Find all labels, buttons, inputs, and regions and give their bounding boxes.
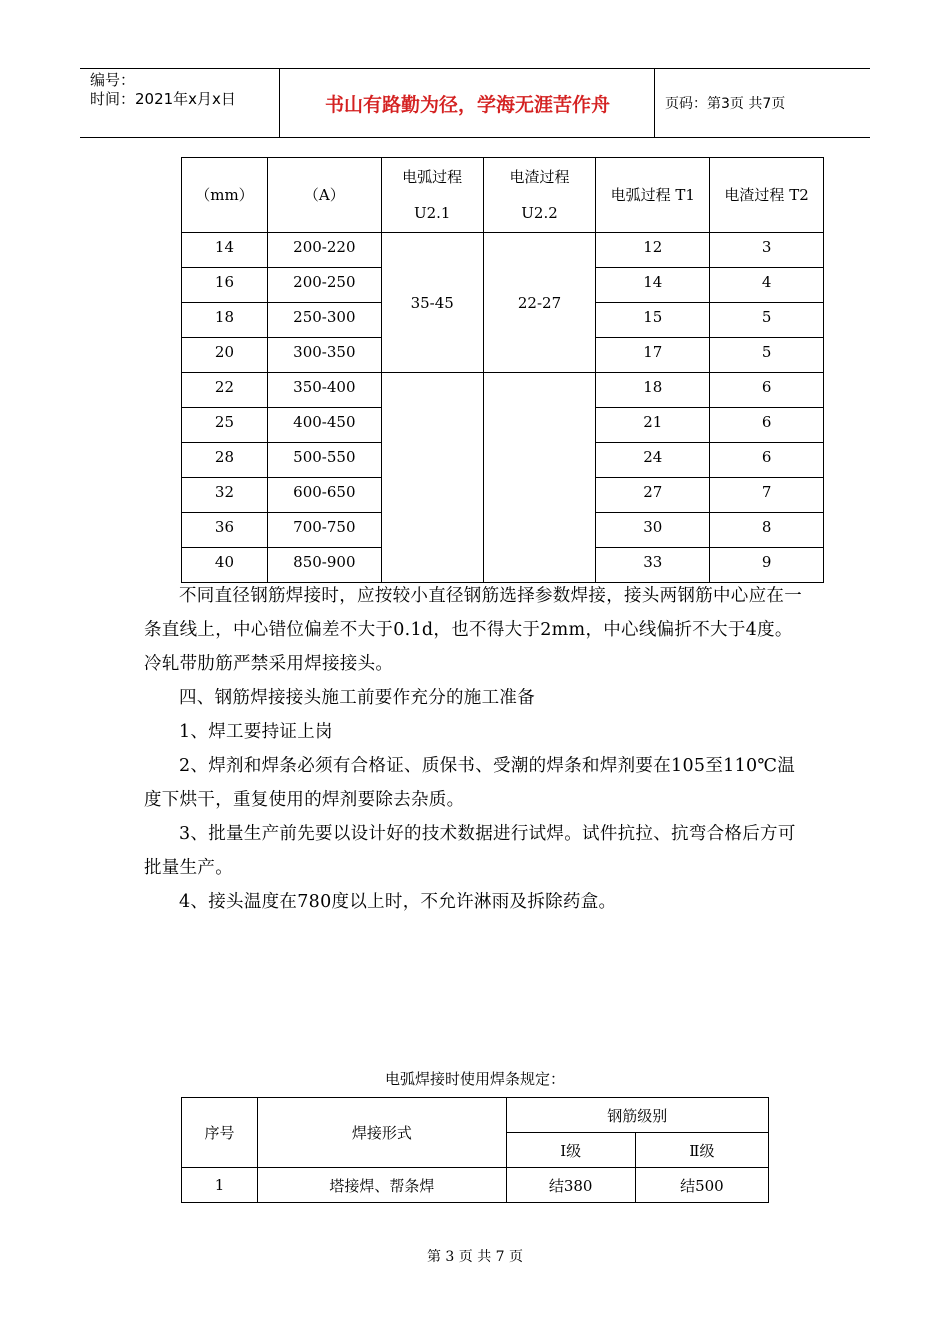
cell-t2: 5 [710,338,824,373]
cell-t2: 8 [710,513,824,548]
col-header-index: 序号 [182,1098,258,1168]
time-label: 时间：2021年x月x日 [90,90,236,108]
cell-t2: 6 [710,408,824,443]
cell-grade-1: 结380 [506,1168,635,1203]
cell-form: 塔接焊、帮条焊 [258,1168,506,1203]
cell-diameter: 28 [182,443,268,478]
header-meta [80,69,280,137]
cell-diameter: 25 [182,408,268,443]
cell-t2: 6 [710,443,824,478]
cell-diameter: 40 [182,548,268,583]
cell-t2: 9 [710,548,824,583]
arc-voltage-label: 电弧过程 [402,168,463,186]
cell-t1: 27 [596,478,710,513]
cell-t1: 33 [596,548,710,583]
cell-grade-2: 结500 [635,1168,768,1203]
cell-diameter: 18 [182,303,268,338]
cell-current: 850-900 [267,548,381,583]
paragraph-item-2: 2、焊剂和焊条必须有合格证、质保书、受潮的焊条和焊剂要在105至110℃温度下烘干，重复使用的焊剂要除去杂质。 [144,756,796,810]
paragraph-item-1: 1、焊工要持证上岗 [179,722,333,742]
table2-caption: 电弧焊接时使用焊条规定： [384,1070,565,1088]
section-heading-four: 四、钢筋焊接接头施工前要作充分的施工准备 [179,688,535,708]
page-footer: 第 3 页 共 7 页 [426,1249,524,1265]
col-header-arc-voltage [381,158,483,233]
cell-current: 700-750 [267,513,381,548]
col-header-form: 焊接形式 [258,1098,506,1168]
paragraph-diameter-rule: 不同直径钢筋焊接时，应按较小直径钢筋选择参数焊接，接头两钢筋中心应在一条直线上，中心错位偏差不大于0.1d，也不得大于2mm，中心线偏折不大于4度。冷轧带肋筋严禁采用焊接接头。 [144,586,802,674]
col-header-grade: 钢筋级别 [506,1098,768,1133]
cell-t1: 30 [596,513,710,548]
col-header-grade-1: Ⅰ级 [506,1133,635,1168]
cell-current: 200-220 [267,233,381,268]
cell-current: 400-450 [267,408,381,443]
cell-t2: 4 [710,268,824,303]
cell-diameter: 36 [182,513,268,548]
cell-diameter: 32 [182,478,268,513]
paragraph-item-3: 3、批量生产前先要以设计好的技术数据进行试焊。试件抗拉、抗弯合格后方可批量生产。 [144,824,796,878]
cell-current: 600-650 [267,478,381,513]
cell-t2: 3 [710,233,824,268]
cell-t1: 17 [596,338,710,373]
cell-t2: 5 [710,303,824,338]
col-header-arc-time: 电弧过程 T1 [596,158,710,233]
code-label: 编号： [90,71,136,89]
cell-t1: 15 [596,303,710,338]
cell-diameter: 20 [182,338,268,373]
page-header [80,68,870,138]
cell-current: 250-300 [267,303,381,338]
col-header-diameter: （mm） [182,158,268,233]
cell-empty-u22 [483,373,596,583]
header-motto: 书山有路勤为径，学海无涯苦作舟 [281,69,655,137]
cell-diameter: 16 [182,268,268,303]
col-header-slag-time: 电渣过程 T2 [710,158,824,233]
cell-current: 500-550 [267,443,381,478]
cell-current: 300-350 [267,338,381,373]
cell-t2: 7 [710,478,824,513]
cell-t1: 12 [596,233,710,268]
body-text [144,579,806,919]
cell-empty-u21 [381,373,483,583]
cell-t1: 24 [596,443,710,478]
col-header-grade-2: Ⅱ级 [635,1133,768,1168]
col-header-slag-voltage [483,158,596,233]
welding-parameter-table [181,157,824,583]
paragraph-item-4: 4、接头温度在780度以上时，不允许淋雨及拆除药盒。 [179,892,617,912]
cell-t1: 18 [596,373,710,408]
cell-index: 1 [182,1168,258,1203]
cell-diameter: 22 [182,373,268,408]
cell-merged-u22: 22-27 [483,233,596,373]
electrode-table [181,1097,769,1203]
slag-voltage-symbol: U2.2 [521,204,558,222]
cell-diameter: 14 [182,233,268,268]
table-row [182,373,824,408]
table-row [182,1168,769,1203]
table-header-row [182,1098,769,1133]
arc-voltage-symbol: U2.1 [413,204,451,222]
header-page-info: 页码：第3页 共7页 [665,96,786,112]
table-row [182,233,824,268]
cell-t2: 6 [710,373,824,408]
cell-current: 350-400 [267,373,381,408]
col-header-current: （A） [267,158,381,233]
table-header-row [182,158,824,233]
slag-voltage-label: 电渣过程 [509,168,570,186]
cell-t1: 21 [596,408,710,443]
cell-t1: 14 [596,268,710,303]
cell-merged-u21: 35-45 [381,233,483,373]
cell-current: 200-250 [267,268,381,303]
